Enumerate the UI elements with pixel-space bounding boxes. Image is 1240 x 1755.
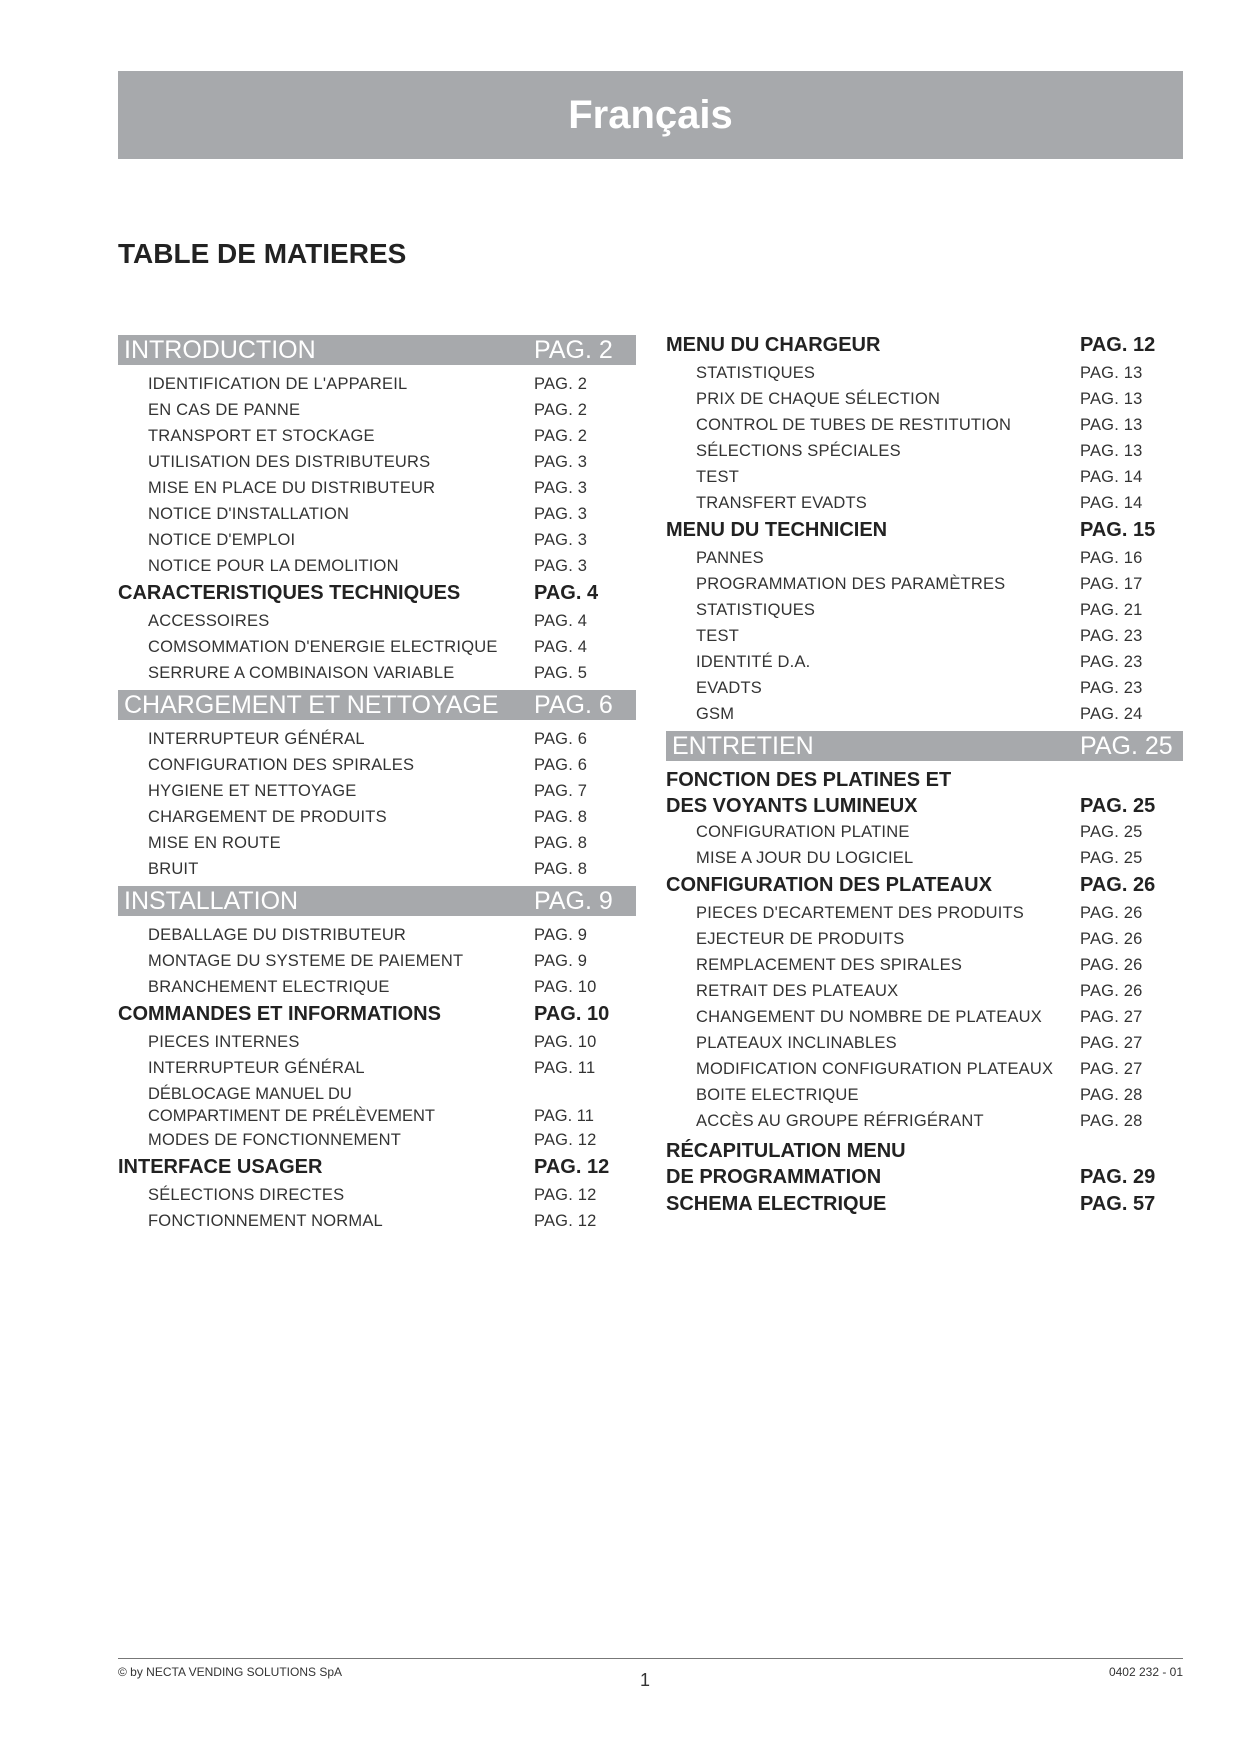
toc-entry-label: [666, 1138, 906, 1190]
toc-page-ref: PAG. 8: [534, 860, 588, 878]
toc-section-band: [666, 731, 1183, 761]
toc-page-ref: PAG. 8: [534, 834, 588, 852]
toc-page-ref: PAG. 4: [534, 612, 588, 630]
toc-entry-label: MENU DU TECHNICIEN: [666, 519, 888, 541]
toc-entry-label: PIECES D'ECARTEMENT DES PRODUITS: [696, 904, 1024, 922]
toc-entry-label: EN CAS DE PANNE: [148, 401, 301, 419]
toc-subentry: [666, 360, 1183, 386]
toc-subentry: [118, 423, 636, 449]
toc-section-band: [118, 886, 636, 916]
toc-entry-label: INTERRUPTEUR GÉNÉRAL: [148, 730, 365, 748]
toc-entry-label: TRANSFERT EVADTS: [696, 494, 867, 512]
toc-subentry: [666, 545, 1183, 571]
toc-entry-label-line: RÉCAPITULATION MENU: [666, 1140, 906, 1162]
toc-page-ref: PAG. 27: [1080, 1008, 1143, 1026]
toc-entry-label: GSM: [696, 705, 735, 723]
toc-entry-label: COMSOMMATION D'ENERGIE ELECTRIQUE: [148, 638, 498, 656]
toc-entry-label: BRANCHEMENT ELECTRIQUE: [148, 978, 390, 996]
toc-subentry: [666, 952, 1183, 978]
toc-left-column: [118, 331, 636, 1234]
toc-entry-label: NOTICE D'INSTALLATION: [148, 505, 350, 523]
toc-subentry: [118, 553, 636, 579]
toc-page-ref: PAG. 6: [534, 691, 613, 719]
toc-entry-label: NOTICE POUR LA DEMOLITION: [148, 557, 399, 575]
toc-subentry: [666, 1030, 1183, 1056]
toc-subentry: [118, 830, 636, 856]
toc-page-ref: PAG. 12: [534, 1131, 597, 1149]
toc-entry-label: CHARGEMENT ET NETTOYAGE: [124, 691, 499, 719]
toc-subentry: [666, 819, 1183, 845]
toc-page-ref: PAG. 10: [534, 978, 597, 996]
toc-chapter-entry: [666, 331, 1183, 360]
toc-entry-label: SERRURE A COMBINAISON VARIABLE: [148, 664, 455, 682]
toc-page-ref: PAG. 28: [1080, 1112, 1143, 1130]
toc-chapter-entry: [118, 1000, 636, 1029]
toc-subentry: [666, 1082, 1183, 1108]
toc-entry-label: EJECTEUR DE PRODUITS: [696, 930, 905, 948]
footer-page-number: 1: [640, 1670, 651, 1690]
toc-entry-label: SÉLECTIONS SPÉCIALES: [696, 442, 901, 460]
toc-entry-label: NOTICE D'EMPLOI: [148, 531, 296, 549]
toc-chapter-entry: [666, 516, 1183, 545]
toc-subentry: [118, 856, 636, 882]
toc-subentry: [118, 1182, 636, 1208]
toc-page-ref: PAG. 25: [1080, 732, 1173, 760]
toc-entry-label: INSTALLATION: [124, 887, 299, 915]
toc-chapter-entry: [118, 1153, 636, 1182]
toc-entry-label: TRANSPORT ET STOCKAGE: [148, 427, 375, 445]
toc-subentry: [666, 1004, 1183, 1030]
toc-entry-label: IDENTITÉ D.A.: [696, 653, 811, 671]
toc-subentry: [666, 675, 1183, 701]
language-banner: [118, 71, 1183, 159]
toc-entry-label: PANNES: [696, 549, 764, 567]
toc-page-ref: PAG. 26: [1080, 930, 1143, 948]
toc-subentry: [666, 597, 1183, 623]
toc-entry-label-line: DES VOYANTS LUMINEUX: [666, 795, 918, 817]
toc-entry-label: INTERRUPTEUR GÉNÉRAL: [148, 1059, 365, 1077]
toc-entry-label: BOITE ELECTRIQUE: [696, 1086, 859, 1104]
toc-entry-label: DEBALLAGE DU DISTRIBUTEUR: [148, 926, 407, 944]
toc-page-ref: PAG. 25: [1080, 849, 1143, 867]
toc-entry-label: MENU DU CHARGEUR: [666, 334, 881, 356]
toc-page-ref: PAG. 17: [1080, 575, 1143, 593]
toc-page-ref: PAG. 26: [1080, 982, 1143, 1000]
toc-entry-label: REMPLACEMENT DES SPIRALES: [696, 956, 963, 974]
toc-subentry: [666, 490, 1183, 516]
toc-page-ref: PAG. 14: [1080, 494, 1143, 512]
toc-entry-label: INTERFACE USAGER: [118, 1156, 323, 1178]
toc-section-band: [118, 335, 636, 365]
footer-doc-code: 0402 232 - 01: [1108, 1665, 1183, 1679]
toc-chapter-entry: [666, 1138, 1183, 1190]
toc-page-ref: PAG. 9: [534, 952, 588, 970]
toc-subentry: [118, 634, 636, 660]
toc-entry-label: BRUIT: [148, 860, 199, 878]
toc-entry-label: STATISTIQUES: [696, 364, 816, 382]
toc-page-ref: PAG. 9: [534, 887, 613, 915]
toc-page-ref: PAG. 24: [1080, 705, 1143, 723]
toc-subentry: [666, 1108, 1183, 1134]
toc-entry-label: CONTROL DE TUBES DE RESTITUTION: [696, 416, 1012, 434]
toc-page-ref: PAG. 26: [1080, 904, 1143, 922]
toc-page-ref: PAG. 23: [1080, 679, 1143, 697]
toc-page-ref: PAG. 12: [534, 1212, 597, 1230]
toc-right-column: [666, 331, 1183, 1219]
toc-page-ref: PAG. 57: [1080, 1193, 1156, 1215]
toc-page-ref: PAG. 3: [534, 531, 588, 549]
toc-page-ref: PAG. 2: [534, 427, 588, 445]
toc-entry-label-line: DE PROGRAMMATION: [666, 1166, 882, 1188]
toc-page-ref: PAG. 26: [1080, 956, 1143, 974]
toc-subentry: [118, 608, 636, 634]
toc-entry-label: EVADTS: [696, 679, 762, 697]
toc-entry-label: MISE EN ROUTE: [148, 834, 281, 852]
toc-page-ref: PAG. 2: [534, 336, 613, 364]
toc-subentry: [118, 660, 636, 686]
toc-page-ref: PAG. 21: [1080, 601, 1143, 619]
toc-subentry: [118, 1208, 636, 1234]
toc-entry-label: HYGIENE ET NETTOYAGE: [148, 782, 357, 800]
toc-page-ref: PAG. 5: [534, 664, 588, 682]
toc-subentry: [666, 571, 1183, 597]
toc-entry-label-line: COMPARTIMENT DE PRÉLÈVEMENT: [148, 1107, 435, 1125]
toc-entry-label: [148, 1083, 435, 1127]
language-title: Français: [568, 92, 733, 137]
toc-subentry: [118, 397, 636, 423]
toc-page-ref: PAG. 3: [534, 505, 588, 523]
toc-entry-label: CHARGEMENT DE PRODUITS: [148, 808, 387, 826]
toc-page-ref: PAG. 7: [534, 782, 588, 800]
toc-chapter-entry: [666, 871, 1183, 900]
toc-subentry: [118, 501, 636, 527]
toc-page-ref: PAG. 12: [534, 1186, 597, 1204]
toc-entry-label: CARACTERISTIQUES TECHNIQUES: [118, 582, 461, 604]
toc-subentry: [666, 386, 1183, 412]
toc-entry-label: SÉLECTIONS DIRECTES: [148, 1186, 345, 1204]
toc-entry-label: PRIX DE CHAQUE SÉLECTION: [696, 390, 941, 408]
toc-subentry: [118, 804, 636, 830]
toc-entry-label: SCHEMA ELECTRIQUE: [666, 1193, 887, 1215]
toc-entry-label: RETRAIT DES PLATEAUX: [696, 982, 899, 1000]
toc-subentry: [118, 1055, 636, 1081]
toc-page-ref: PAG. 8: [534, 808, 588, 826]
toc-entry-label: MISE EN PLACE DU DISTRIBUTEUR: [148, 479, 436, 497]
toc-page-ref: PAG. 23: [1080, 627, 1143, 645]
toc-subentry: [666, 845, 1183, 871]
toc-subentry: [666, 649, 1183, 675]
toc-page-ref: PAG. 13: [1080, 416, 1143, 434]
toc-page-ref: PAG. 2: [534, 401, 588, 419]
toc-entry-label: ENTRETIEN: [672, 732, 814, 760]
toc-entry-label: CONFIGURATION DES PLATEAUX: [666, 874, 992, 896]
toc-page-ref: PAG. 11: [534, 1107, 594, 1125]
toc-entry-label: MISE A JOUR DU LOGICIEL: [696, 849, 914, 867]
toc-page-ref: PAG. 28: [1080, 1086, 1143, 1104]
toc-subentry: [118, 1127, 636, 1153]
toc-entry-label: TEST: [696, 468, 739, 486]
toc-subentry: [118, 449, 636, 475]
toc-entry-label: IDENTIFICATION DE L'APPAREIL: [148, 375, 408, 393]
toc-subentry: [118, 371, 636, 397]
toc-subentry: [666, 1056, 1183, 1082]
toc-page-ref: PAG. 6: [534, 756, 588, 774]
toc-page-ref: PAG. 13: [1080, 390, 1143, 408]
toc-page-ref: PAG. 10: [534, 1003, 610, 1025]
toc-subentry: [118, 1083, 636, 1127]
footer-divider: [118, 1658, 1183, 1659]
toc-entry-label-line: FONCTION DES PLATINES ET: [666, 769, 952, 791]
toc-page-ref: PAG. 13: [1080, 442, 1143, 460]
toc-subentry: [666, 412, 1183, 438]
toc-page-ref: PAG. 25: [1080, 823, 1143, 841]
toc-entry-label: INTRODUCTION: [124, 336, 316, 364]
toc-page-ref: PAG. 27: [1080, 1060, 1143, 1078]
toc-entry-label: PIECES INTERNES: [148, 1033, 300, 1051]
toc-entry-label: CONFIGURATION PLATINE: [696, 823, 910, 841]
toc-entry-label: TEST: [696, 627, 739, 645]
footer-copyright: © by NECTA VENDING SOLUTIONS SpA: [118, 1665, 343, 1679]
toc-subentry: [118, 726, 636, 752]
toc-subentry: [118, 974, 636, 1000]
toc-entry-label: MODES DE FONCTIONNEMENT: [148, 1131, 402, 1149]
toc-page-ref: PAG. 4: [534, 582, 599, 604]
toc-subentry: [118, 475, 636, 501]
toc-subentry: [118, 778, 636, 804]
toc-entry-label: STATISTIQUES: [696, 601, 816, 619]
toc-section-band: [118, 690, 636, 720]
toc-page-ref: PAG. 13: [1080, 364, 1143, 382]
toc-page-ref: PAG. 9: [534, 926, 588, 944]
toc-entry-label: PLATEAUX INCLINABLES: [696, 1034, 897, 1052]
toc-page-ref: PAG. 27: [1080, 1034, 1143, 1052]
page-title: TABLE DE MATIERES: [118, 238, 407, 269]
toc-subentry: [666, 701, 1183, 727]
toc-subentry: [666, 623, 1183, 649]
toc-page-ref: PAG. 3: [534, 557, 588, 575]
toc-page-ref: PAG. 23: [1080, 653, 1143, 671]
toc-page-ref: PAG. 12: [534, 1156, 610, 1178]
toc-subentry: [666, 438, 1183, 464]
toc-page-ref: PAG. 26: [1080, 874, 1156, 896]
toc-page-ref: PAG. 12: [1080, 334, 1156, 356]
toc-entry-label: FONCTIONNEMENT NORMAL: [148, 1212, 383, 1230]
toc-subentry: [118, 948, 636, 974]
toc-subentry: [118, 752, 636, 778]
toc-subentry: [666, 978, 1183, 1004]
toc-subentry: [118, 527, 636, 553]
toc-subentry: [666, 900, 1183, 926]
toc-entry-label: CONFIGURATION DES SPIRALES: [148, 756, 415, 774]
toc-page-ref: PAG. 15: [1080, 519, 1156, 541]
toc-subentry: [666, 464, 1183, 490]
toc-chapter-entry: [666, 1190, 1183, 1219]
toc-entry-label: ACCÈS AU GROUPE RÉFRIGÉRANT: [696, 1112, 984, 1130]
toc-entry-label: ACCESSOIRES: [148, 612, 270, 630]
toc-page-ref: PAG. 3: [534, 453, 588, 471]
toc-page-ref: PAG. 10: [534, 1033, 597, 1051]
toc-page-ref: PAG. 6: [534, 730, 588, 748]
toc-subentry: [118, 1029, 636, 1055]
toc-entry-label: COMMANDES ET INFORMATIONS: [118, 1003, 441, 1025]
toc-page-ref: PAG. 16: [1080, 549, 1143, 567]
toc-page-ref: PAG. 3: [534, 479, 588, 497]
toc-entry-label: MONTAGE DU SYSTEME DE PAIEMENT: [148, 952, 464, 970]
toc-page-ref: PAG. 4: [534, 638, 588, 656]
toc-chapter-entry: [118, 579, 636, 608]
toc-page-ref: PAG. 25: [1080, 795, 1156, 817]
toc-chapter-entry: [666, 767, 1183, 819]
toc-subentry: [118, 922, 636, 948]
toc-entry-label: UTILISATION DES DISTRIBUTEURS: [148, 453, 431, 471]
toc-page-ref: PAG. 2: [534, 375, 588, 393]
toc-page-ref: PAG. 29: [1080, 1166, 1156, 1188]
toc-entry-label-line: DÉBLOCAGE MANUEL DU: [148, 1085, 352, 1103]
toc-subentry: [666, 926, 1183, 952]
toc-entry-label: PROGRAMMATION DES PARAMÈTRES: [696, 575, 1006, 593]
toc-entry-label: CHANGEMENT DU NOMBRE DE PLATEAUX: [696, 1008, 1042, 1026]
toc-entry-label: [666, 767, 951, 819]
toc-page-ref: PAG. 11: [534, 1059, 596, 1077]
toc-page-ref: PAG. 14: [1080, 468, 1143, 486]
toc-entry-label: MODIFICATION CONFIGURATION PLATEAUX: [696, 1060, 1054, 1078]
